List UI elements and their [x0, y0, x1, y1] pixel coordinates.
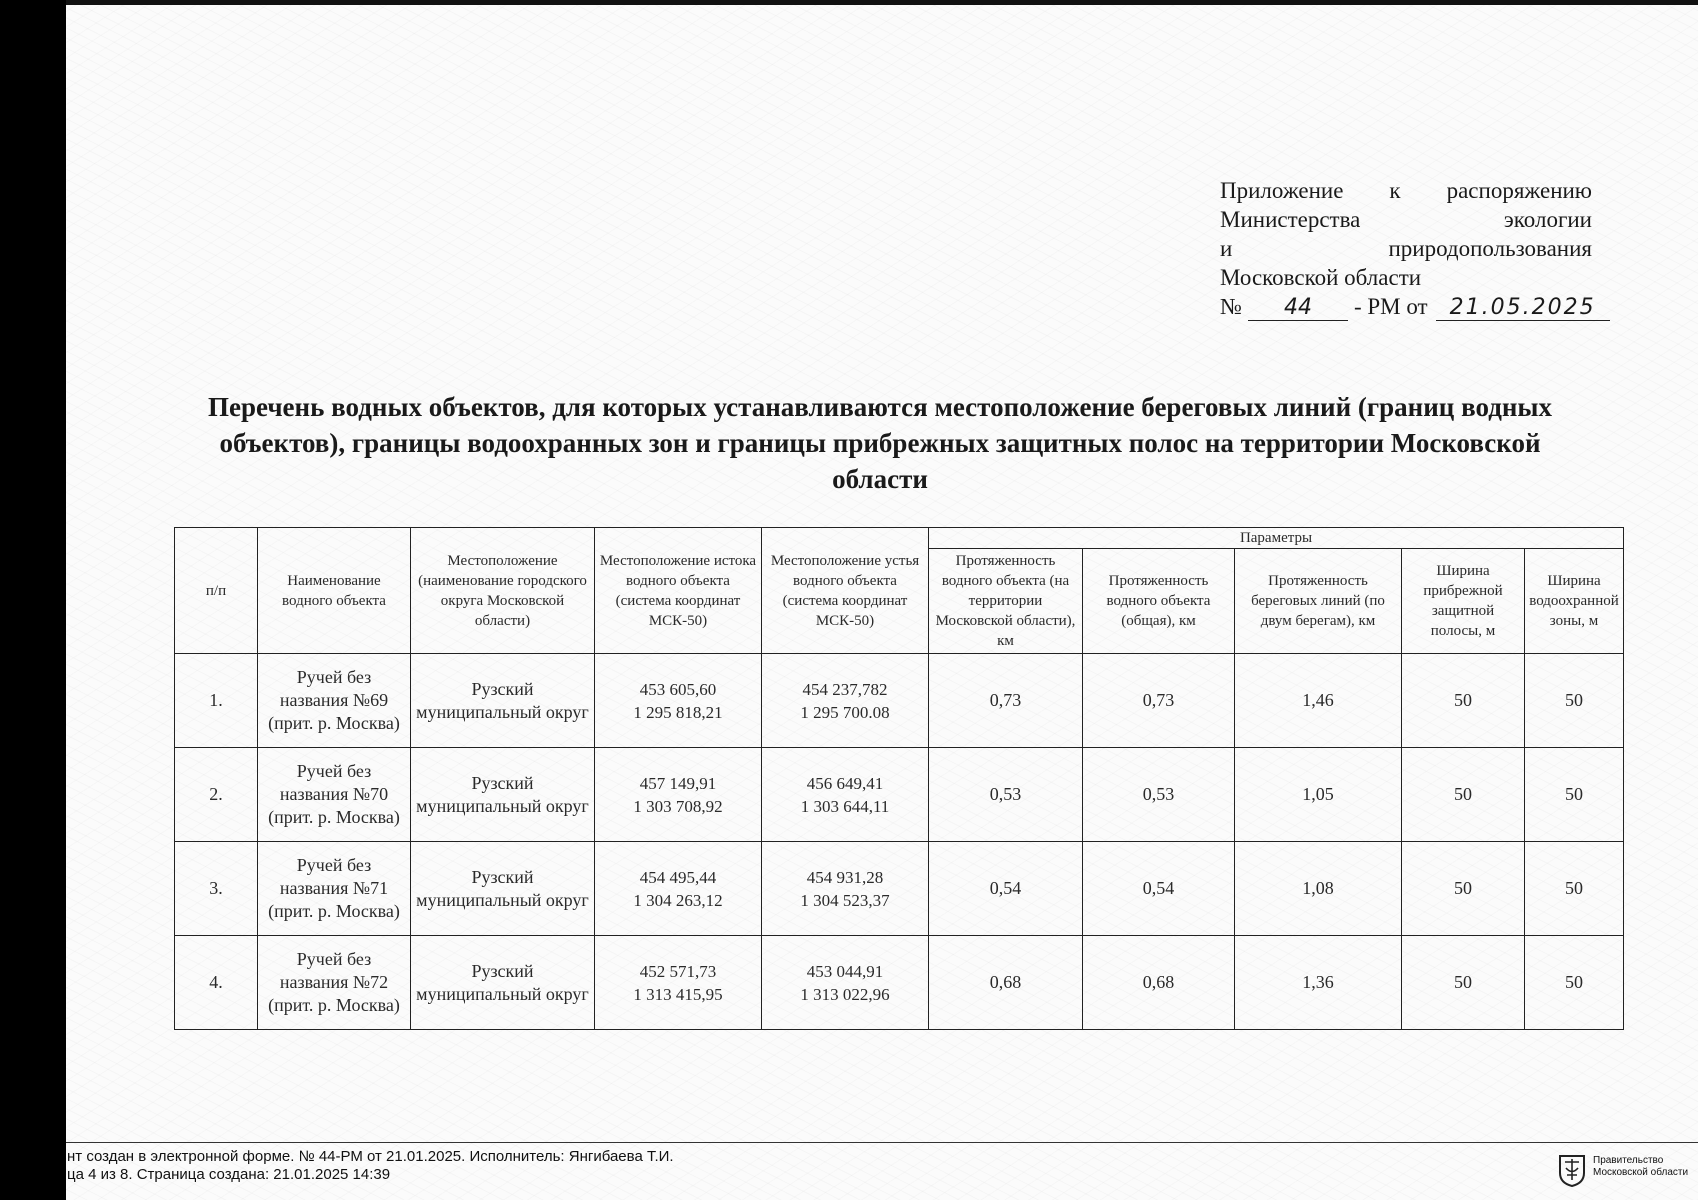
scan-left-edge [0, 0, 66, 1200]
source-x: 453 605,60 [639, 679, 717, 699]
cell-protect-width: 50 [1402, 842, 1525, 936]
cell-location: Рузский муниципальный округ [411, 842, 595, 936]
source-x: 454 495,44 [639, 867, 717, 887]
cell-mouth [762, 748, 929, 842]
table-row [175, 654, 1624, 748]
mouth-y: 1 303 644,11 [800, 796, 890, 816]
source-x: 457 149,91 [639, 773, 717, 793]
source-y: 1 295 818,21 [633, 702, 723, 722]
cell-length-region: 0,54 [929, 842, 1083, 936]
table-row [175, 748, 1624, 842]
document-title: Перечень водных объектов, для которых устанавливаются местоположение береговых линий (границ водных объектов), границы водоохранных зон и границы прибрежных защитных полос на территории Московской области [208, 392, 1552, 494]
header-location: Местоположение (наименование городского округа Московской области) [411, 528, 595, 654]
table-row [175, 842, 1624, 936]
footer-organization [1593, 1155, 1688, 1179]
cell-location: Рузский муниципальный округ [411, 654, 595, 748]
cell-protect-width: 50 [1402, 748, 1525, 842]
source-x: 452 571,73 [639, 961, 717, 981]
header-source: Местоположение истока водного объекта (система координат МСК-50) [595, 528, 762, 654]
approval-number-line [1220, 292, 1596, 321]
approval-line-3: и природопользования [1220, 236, 1592, 261]
coat-of-arms-icon [1557, 1153, 1587, 1187]
header-protect-width: Ширина прибрежной защитной полосы, м [1402, 549, 1525, 654]
cell-source [595, 842, 762, 936]
source-y: 1 313 415,95 [633, 984, 723, 1004]
approval-line-1: Приложение к распоряжению [1220, 178, 1592, 203]
footer-stamp [67, 1148, 674, 1184]
cell-length-region: 0,73 [929, 654, 1083, 748]
footer-divider [66, 1142, 1698, 1143]
cell-length-banks: 1,46 [1235, 654, 1402, 748]
cell-length-banks: 1,36 [1235, 936, 1402, 1030]
header-mouth: Местоположение устья водного объекта (система координат МСК-50) [762, 528, 929, 654]
cell-length-total: 0,53 [1083, 748, 1235, 842]
cell-source [595, 748, 762, 842]
water-objects-table-wrapper [174, 527, 1623, 1030]
mouth-x: 454 237,782 [802, 679, 888, 699]
cell-location: Рузский муниципальный округ [411, 748, 595, 842]
cell-protect-width: 50 [1402, 936, 1525, 1030]
header-num: п/п [175, 528, 258, 654]
approval-line-2: Министерства экологии [1220, 207, 1592, 232]
mouth-x: 453 044,91 [806, 961, 884, 981]
cell-zone-width: 50 [1525, 748, 1624, 842]
number-sign: № [1220, 294, 1242, 319]
handwritten-date: 21.05.2025 [1436, 296, 1610, 321]
cell-length-total: 0,54 [1083, 842, 1235, 936]
cell-name: Ручей без названия №69 (прит. р. Москва) [258, 654, 411, 748]
cell-length-banks: 1,08 [1235, 842, 1402, 936]
cell-mouth [762, 936, 929, 1030]
cell-zone-width: 50 [1525, 842, 1624, 936]
footer-org-line-1: Правительство [1593, 1155, 1664, 1166]
cell-name: Ручей без названия №71 (прит. р. Москва) [258, 842, 411, 936]
header-length-region: Протяженность водного объекта (на территории Московской области), км [929, 549, 1083, 654]
header-parameters-group: Параметры [929, 528, 1624, 549]
cell-length-total: 0,73 [1083, 654, 1235, 748]
cell-source [595, 654, 762, 748]
cell-name: Ручей без названия №72 (прит. р. Москва) [258, 936, 411, 1030]
cell-name: Ручей без названия №70 (прит. р. Москва) [258, 748, 411, 842]
header-zone-width: Ширина водоохранной зоны, м [1525, 549, 1624, 654]
mouth-y: 1 304 523,37 [800, 890, 890, 910]
cell-mouth [762, 842, 929, 936]
cell-length-banks: 1,05 [1235, 748, 1402, 842]
number-suffix: - РМ от [1353, 294, 1428, 319]
table-row [175, 936, 1624, 1030]
cell-num: 2. [175, 748, 258, 842]
cell-source [595, 936, 762, 1030]
scan-top-edge [66, 0, 1698, 5]
header-length-total: Протяженность водного объекта (общая), км [1083, 549, 1235, 654]
mouth-y: 1 313 022,96 [800, 984, 890, 1004]
source-y: 1 304 263,12 [633, 890, 723, 910]
cell-length-region: 0,53 [929, 748, 1083, 842]
header-name: Наименование водного объекта [258, 528, 411, 654]
approval-line-4: Московской области [1220, 265, 1422, 290]
water-objects-table [174, 527, 1624, 1030]
mouth-y: 1 295 700.08 [800, 702, 890, 722]
footer-line-1: нт создан в электронной форме. № 44-РМ от 21.01.2025. Исполнитель: Янгибаева Т.И. [67, 1148, 674, 1165]
cell-num: 4. [175, 936, 258, 1030]
handwritten-number: 44 [1248, 296, 1348, 321]
cell-location: Рузский муниципальный округ [411, 936, 595, 1030]
cell-length-region: 0,68 [929, 936, 1083, 1030]
footer-line-2: ца 4 из 8. Страница создана: 21.01.2025 14:39 [67, 1166, 391, 1183]
cell-num: 1. [175, 654, 258, 748]
cell-zone-width: 50 [1525, 654, 1624, 748]
mouth-x: 456 649,41 [806, 773, 884, 793]
mouth-x: 454 931,28 [806, 867, 884, 887]
cell-num: 3. [175, 842, 258, 936]
cell-length-total: 0,68 [1083, 936, 1235, 1030]
header-length-banks: Протяженность береговых линий (по двум берегам), км [1235, 549, 1402, 654]
cell-protect-width: 50 [1402, 654, 1525, 748]
cell-mouth [762, 654, 929, 748]
cell-zone-width: 50 [1525, 936, 1624, 1030]
source-y: 1 303 708,92 [633, 796, 723, 816]
approval-block [1220, 176, 1596, 321]
footer-org-line-2: Московской области [1593, 1167, 1689, 1178]
